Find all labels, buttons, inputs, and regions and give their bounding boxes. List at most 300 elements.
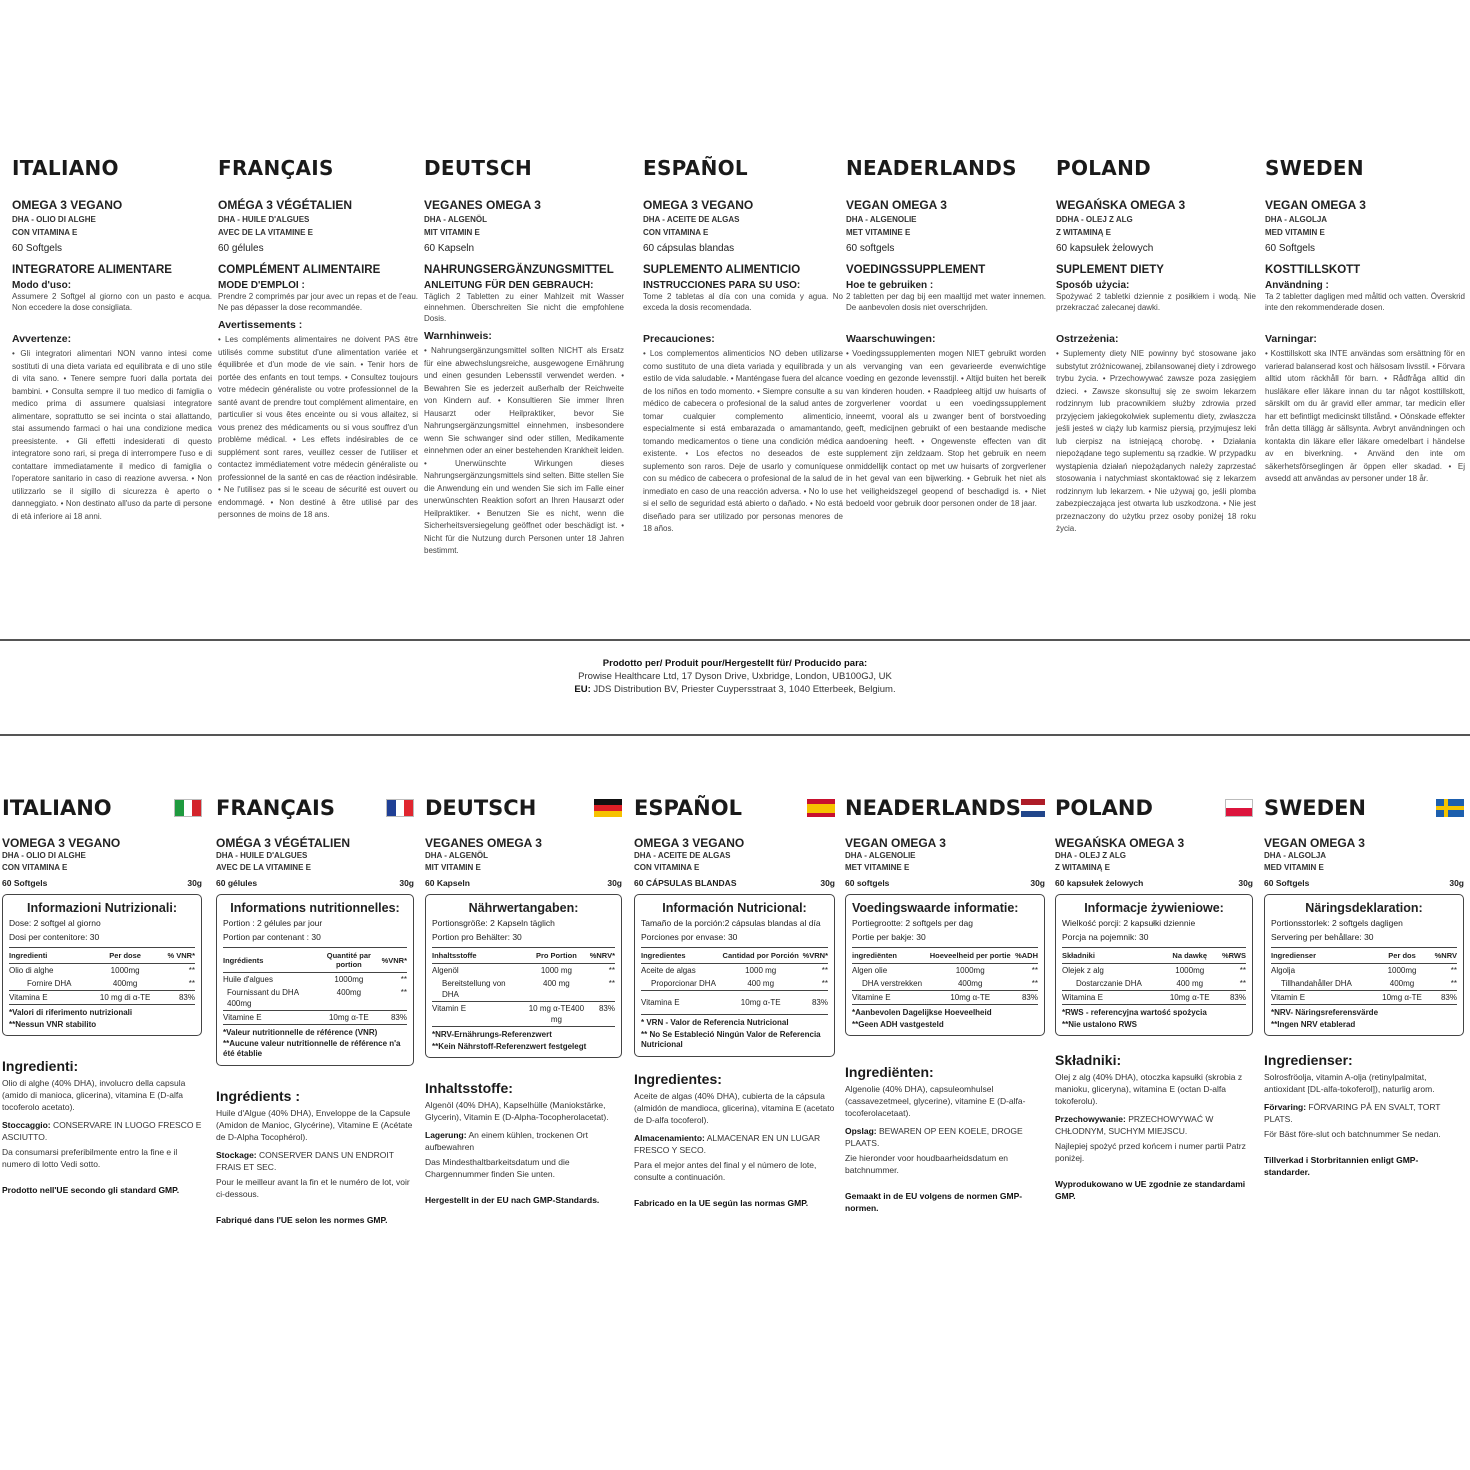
language-heading: ESPAÑOL	[634, 796, 742, 820]
top-column-italiano	[12, 150, 212, 523]
nutrition-panel	[2, 894, 202, 1036]
bottom-column-espanol	[634, 790, 835, 1209]
table-row	[1271, 977, 1457, 991]
bottom-column-deutsch	[425, 790, 622, 1206]
germany-flag-icon	[594, 799, 622, 817]
usage-text: Täglich 2 Tabletten zu einer Mahlzeit mit Wasser einnehmen. Überschreiten Sie nicht die empfohlene Dosis.	[424, 292, 624, 323]
table-cell: Olejek z alg	[1062, 966, 1104, 975]
table-row	[1062, 977, 1246, 991]
nutrition-title: Nährwertangaben:	[468, 901, 579, 915]
table-cell: 1000mg	[334, 975, 364, 984]
usage-heading: Hoe te gebruiken :	[846, 280, 934, 291]
italy-flag-icon	[174, 799, 202, 817]
product-category: NAHRUNGSERGÄNZUNGSMITTEL	[424, 264, 614, 276]
table-header: Ingredienser	[1271, 948, 1376, 964]
table-cell: **	[1031, 979, 1038, 988]
net-weight: 30g	[820, 878, 835, 888]
nutrition-panel	[1264, 894, 1464, 1036]
table-header: %NRV	[1428, 948, 1457, 964]
net-weight: 30g	[1238, 878, 1253, 888]
table-cell: Proporcionar DHA	[651, 979, 716, 988]
table-cell: Dostarczanie DHA	[1076, 979, 1142, 988]
usage-heading: Användning :	[1265, 280, 1329, 291]
ingredients-text: Solrosfröolja, vitamin A-olja (retinylpalmitat, antioxidant [DL-alfa-tokoferol]), naturlig arom.	[1264, 1072, 1435, 1094]
table-cell: **	[608, 966, 615, 975]
product-subtitle: DHA - ALGENOLIE	[846, 215, 917, 224]
table-row	[223, 1011, 407, 1025]
gmp-statement: Gemaakt in de EU volgens de normen GMP-normen.	[845, 1191, 1023, 1213]
storage-label: Stoccaggio:	[2, 1120, 51, 1130]
product-subtitle: DHA - OLIO DI ALGHE	[2, 851, 86, 860]
product-subtitle: AVEC DE LA VITAMINE E	[216, 862, 311, 872]
nutrition-footnote: **Ingen NRV etablerad	[1271, 1019, 1356, 1029]
ingredients-text: Huile d'Algue (40% DHA), Enveloppe de la Capsule (Amidon de Manioc, Glycérine), Vitamine E (Acétate de D-Alpha Tocophérol).	[216, 1107, 413, 1142]
table-row	[432, 977, 615, 1002]
storage-label: Almacenamiento:	[634, 1132, 705, 1143]
nutrition-footnote: **Nie ustalono RWS	[1062, 1019, 1137, 1029]
nutrition-footnote: *Valori di riferimento nutrizionali	[9, 1008, 133, 1017]
nutrition-panel	[425, 894, 622, 1058]
product-category: SUPLEMENT DIETY	[1056, 264, 1164, 276]
best-before-text: Pour le meilleur avant la fin et le numéro de lot, voir ci-dessous.	[216, 1176, 410, 1199]
product-name: VEGAN OMEGA 3	[1265, 198, 1366, 212]
product-subtitle: DDHA - OLEJ Z ALG	[1056, 215, 1133, 224]
bottom-column-italiano	[2, 790, 202, 1196]
table-cell: 1000mg	[110, 966, 140, 975]
nutrition-footnote: **Geen ADH vastgesteld	[852, 1019, 944, 1029]
servings-per-container: Portion pro Behälter: 30	[432, 932, 522, 942]
net-weight: 30g	[187, 878, 202, 888]
ingredients-text: Olej z alg (40% DHA), otoczka kapsułki (skrobia z manioku, gliceryna), witamina E (octan D-alfa tokoferolu).	[1055, 1072, 1243, 1106]
servings-per-container: Portion par contenant : 30	[223, 932, 321, 942]
table-cell: **	[821, 979, 828, 988]
table-cell: **	[188, 966, 195, 975]
table-cell: DHA verstrekken	[862, 979, 923, 988]
top-column-polski	[1056, 150, 1256, 536]
net-weight: 30g	[1030, 878, 1045, 888]
product-name: VEGANES OMEGA 3	[424, 198, 541, 212]
capsule-count: 60 kapsułek żelowych	[1056, 243, 1154, 254]
table-cell: **	[821, 966, 828, 975]
product-name: VEGAN OMEGA 3	[846, 198, 947, 212]
usage-text: 2 tabletten per dag bij een maaltijd met water innemen. De aanbevolen dosis niet overschrijden.	[846, 292, 1046, 312]
eu-label: EU:	[574, 684, 591, 695]
table-cell: 10 mg di α-TE	[92, 991, 159, 1005]
capsule-count: 60 softgels	[845, 878, 890, 888]
nutrition-title: Información Nutricional:	[662, 901, 807, 915]
warnings-text: • Suplementy diety NIE powinny być stosowane jako substytut zróżnicowanej, zbilansowanej diety i zdrowego trybu życia. • Przechowywać zawsze poza zasięgiem dzieci. • Zawsze skonsultuj się ze swoim lekarzem rodzinnym lub pracownikiem służby zdrowia przed przyjęciem jakiegokolwiek suplementu diety, zwłaszcza jeśli jesteś w ciąży lub karmisz piersią, przyjmujesz leki lub cierpisz na istniejącą chorobę. • Działania niepożądane tego suplementu są rzadkie. W przypadku wystąpienia działań niepożądanych należy zaprzestać stosowania i natychmiast skontaktować się z lekarzem rodzinnym lub lekarzem. • Nie używaj go, jeśli plomba zabezpieczająca jest otwarta lub uszkodzona. • Nie jest przeznaczony do użytku przez osoby poniżej 18 roku życia.	[1056, 349, 1256, 533]
table-header: Na dawkę	[1164, 948, 1215, 964]
nutrition-table	[641, 947, 828, 1015]
nutrition-table	[1271, 947, 1457, 1005]
table-cell: 1000 mg	[745, 966, 777, 975]
table-row	[1062, 991, 1246, 1005]
bottom-column-nederlands	[845, 790, 1045, 1214]
capsule-count: 60 kapsułek żelowych	[1055, 878, 1144, 888]
nutrition-table	[9, 947, 195, 1005]
table-cell: **	[1239, 979, 1246, 988]
table-header: Składniki	[1062, 948, 1164, 964]
best-before-text: Da consumarsi preferibilmente entro la fine e il numero di lotto Vedi sotto.	[2, 1147, 178, 1169]
bottom-column-polski	[1055, 790, 1253, 1202]
table-cell: **	[1239, 966, 1246, 975]
product-subtitle: MET VITAMINE E	[845, 862, 910, 872]
table-cell: Huile d'algues	[223, 975, 274, 984]
table-cell: Algenöl	[432, 966, 459, 975]
table-cell: **	[188, 979, 195, 988]
table-cell: 400mg	[957, 979, 983, 988]
product-subtitle: DHA - ALGENOLIE	[845, 851, 916, 860]
table-cell: Algen olie	[852, 966, 888, 975]
servings-per-container: Servering per behållare: 30	[1271, 932, 1374, 942]
table-cell: 10mg α-TE	[1164, 991, 1215, 1005]
best-before-text: Para el mejor antes del final y el número de lote, consulte a continuación.	[634, 1159, 817, 1182]
warnings-heading: Avertissements :	[218, 319, 303, 331]
table-header: Ingredientes	[641, 948, 720, 964]
nutrition-panel	[634, 894, 835, 1057]
product-name: OMEGA 3 VEGANO	[643, 198, 754, 212]
storage-label: Förvaring:	[1264, 1102, 1307, 1112]
warnings-text: • Nahrungsergänzungsmittel sollten NICHT als Ersatz für eine abwechslungsreiche, ausgewogene Ernährung und einen gesunden Lebensstil verwendet werden. • Bewahren Sie es jederzeit außerhalb der Reichweite von Kindern auf. • Konsultieren Sie immer Ihren Hausarzt oder Heilpraktiker, bevor Sie Nahrungsergänzungsmittel einnehmen, insbesondere wenn Sie schwanger sind oder stillen, Medikamente einnehmen oder an einer bestehenden Krankheit leiden. • Unerwünschte Wirkungen dieses Nahrungsergänzungsmittels sind selten. Bitte stellen Sie die Anwendung ein und wenden Sie sich im Falle einer unerwünschten Reaktion sofort an Ihren Hausarzt oder Heilpraktiker. • Benutzen Sie es nicht, wenn die Sicherheitsversiegelung geöffnet oder beschädigt ist. • Nicht für die Nutzung durch Personen unter 18 Jahren bestimmt.	[424, 346, 624, 555]
divider-line	[0, 639, 1470, 641]
gmp-statement: Hergestellt in der EU nach GMP-Standards.	[425, 1195, 600, 1205]
table-row	[852, 964, 1038, 978]
capsule-count: 60 Kapseln	[425, 878, 470, 888]
table-cell: 1000mg	[955, 966, 985, 975]
storage-text: ALMACENAR EN UN LUGAR FRESCO Y SECO.	[634, 1132, 821, 1155]
table-cell: 83%	[382, 1011, 407, 1025]
table-cell: Tillhandahåller DHA	[1281, 979, 1352, 988]
serving-size: Portiegrootte: 2 softgels per dag	[852, 918, 973, 928]
usage-heading: ANLEITUNG FÜR DEN GEBRAUCH:	[424, 280, 594, 291]
gmp-statement: Fabriqué dans l'UE selon les normes GMP.	[216, 1214, 388, 1225]
netherlands-flag-icon	[1021, 799, 1045, 817]
warnings-text: • Los complementos alimenticios NO deben utilizarse como sustituto de una dieta variada y equilibrada y un estilo de vida saludable. • Manténgase fuera del alcance de los niños en todo momento. • Siempre consulte a su médico de cabecera o profesional de la salud antes de tomar cualquier complemento alimenticio, especialmente si está embarazada o amamantando, tomando medicamentos o tiene una condición médica existente. • Los efectos no deseados de este suplemento son raros. Deje de usarlo y comuníquese con su médico de cabecera o profesional de la salud de inmediato en caso de una reacción adversa. • No lo use si el sello de seguridad está abierto o dañado. • No está diseñado para ser utilizado por personas menores de 18 años.	[643, 349, 843, 533]
gmp-statement: Fabricado en la UE según las normas GMP.	[634, 1197, 809, 1208]
nutrition-footnote: *Aanbevolen Dagelijkse Hoeveelheid	[852, 1008, 992, 1017]
table-header: Hoeveelheid per portie	[927, 948, 1014, 964]
table-cell: 1000mg	[1387, 966, 1417, 975]
language-heading: NEADERLANDS	[846, 156, 1017, 180]
bottom-label-section	[0, 790, 1470, 1250]
manufacturer-block	[0, 657, 1470, 696]
ingredients-text: Aceite de algas (40% DHA), cubierta de la cápsula (almidón de mandioca, glicerina), vitamina E (acetato de D-alfa tocoferol).	[634, 1090, 835, 1125]
language-heading: POLAND	[1055, 796, 1153, 820]
product-name: OMÉGA 3 VÉGÉTALIEN	[218, 198, 353, 212]
table-cell: 10mg α-TE	[720, 991, 801, 1015]
nutrition-title: Informations nutritionnelles:	[230, 901, 400, 915]
product-name: VEGAN OMEGA 3	[845, 836, 946, 850]
nutrition-footnote: *NRV-Ernährungs-Referenzwert	[432, 1030, 552, 1039]
product-name: OMEGA 3 VEGANO	[12, 198, 123, 212]
storage-text: CONSERVARE IN LUOGO FRESCO E ASCIUTTO.	[2, 1120, 202, 1142]
nutrition-footnote: **Aucune valeur nutritionnelle de référence n'a été établie	[223, 1038, 401, 1058]
ingredients-heading: Ingrediënten:	[845, 1064, 934, 1080]
ingredients-text: Algenolie (40% DHA), capsuleomhulsel (cassavezetmeel, glycerine), vitamine E (D-alfa-tocoferolacetaat).	[845, 1084, 1026, 1118]
ingredients-heading: Ingredientes:	[634, 1070, 722, 1087]
warnings-heading: Waarschuwingen:	[846, 333, 936, 345]
table-header: %ADH	[1013, 948, 1038, 964]
table-cell: 83%	[1013, 991, 1038, 1005]
best-before-text: För Bäst före-slut och batchnummer Se nedan.	[1264, 1129, 1441, 1139]
ingredients-heading: Ingredienti:	[2, 1058, 79, 1074]
bottom-column-svenska	[1264, 790, 1464, 1178]
usage-heading: INSTRUCCIONES PARA SU USO:	[643, 280, 801, 291]
bottom-column-francais	[216, 790, 414, 1226]
ingredients-heading: Inhaltsstoffe:	[425, 1080, 513, 1096]
net-weight: 30g	[1449, 878, 1464, 888]
product-subtitle: MED VITAMIN E	[1265, 228, 1325, 237]
usage-text: Ta 2 tabletter dagligen med måltid och vatten. Överskrid inte den rekommenderade dosen.	[1265, 292, 1465, 312]
nutrition-table	[432, 947, 615, 1027]
spain-flag-icon	[807, 799, 835, 817]
language-heading: FRANÇAIS	[216, 796, 335, 820]
serving-size: Wielkość porcji: 2 kapsułki dziennie	[1062, 918, 1196, 928]
manufacturer-address: Prowise Healthcare Ltd, 17 Dyson Drive, Uxbridge, London, UB100GJ, UK	[578, 671, 892, 682]
table-row	[1062, 964, 1246, 978]
gmp-statement: Wyprodukowano w UE zgodnie ze standardami GMP.	[1055, 1179, 1246, 1201]
table-cell: 1000mg	[1175, 966, 1205, 975]
table-cell: Bereitstellung von DHA	[442, 979, 506, 999]
table-cell: Witamina E	[1062, 991, 1164, 1005]
ingredients-text: Olio di alghe (40% DHA), involucro della capsula (amido di manioca, glicerina), vitamina E (D-alfa tocoferolo acetato).	[2, 1078, 186, 1112]
nutrition-title: Informazioni Nutrizionali:	[27, 901, 177, 915]
table-cell: 10 mg α-TE400 mg	[523, 1002, 590, 1027]
top-column-nederlands	[846, 150, 1046, 511]
table-cell: 83%	[1215, 991, 1246, 1005]
table-row	[432, 964, 615, 978]
capsule-count: 60 softgels	[846, 243, 895, 254]
capsule-count: 60 gélules	[216, 878, 258, 888]
serving-size: Dose: 2 softgel al giorno	[9, 918, 101, 928]
france-flag-icon	[386, 799, 414, 817]
language-heading: SWEDEN	[1264, 796, 1366, 820]
storage-label: Lagerung:	[425, 1130, 467, 1140]
product-subtitle: MIT VITAMIN E	[425, 862, 481, 872]
table-cell: Aceite de algas	[641, 966, 696, 975]
product-subtitle: CON VITAMINA E	[643, 228, 709, 237]
gmp-statement: Prodotto nell'UE secondo gli standard GMP.	[2, 1185, 180, 1195]
table-cell: **	[400, 988, 407, 997]
product-category: KOSTTILLSKOTT	[1265, 264, 1361, 276]
table-row	[641, 977, 828, 991]
storage-text: CONSERVER DANS UN ENDROIT FRAIS ET SEC.	[216, 1149, 394, 1172]
product-name: VEGANES OMEGA 3	[425, 836, 542, 850]
table-header: Cantidad por Porción	[720, 948, 801, 964]
table-cell: 400 mg	[543, 979, 570, 988]
nutrition-table	[852, 947, 1038, 1005]
gmp-statement: Tillverkad i Storbritannien enligt GMP-standarder.	[1264, 1155, 1419, 1177]
best-before-text: Najlepiej spożyć przed końcem i numer partii Patrz poniżej.	[1055, 1141, 1246, 1163]
capsule-count: 60 Softgels	[1265, 243, 1316, 254]
nutrition-footnote: **Kein Nährstoff-Referenzwert festgelegt	[432, 1041, 587, 1051]
usage-text: Spożywać 2 tabletki dziennie z posiłkiem i wodą. Nie przekraczać zalecanej dawki.	[1056, 292, 1256, 312]
table-header: %NRV*	[590, 948, 615, 964]
product-name: OMEGA 3 VEGANO	[634, 836, 745, 850]
product-subtitle: MED VITAMIN E	[1264, 862, 1324, 872]
table-header: Inhaltsstoffe	[432, 948, 523, 964]
product-name: WEGAŃSKA OMEGA 3	[1055, 836, 1185, 850]
capsule-count: 60 Kapseln	[424, 243, 475, 254]
capsule-count: 60 Softgels	[2, 878, 48, 888]
nutrition-table	[223, 947, 407, 1025]
table-header: Pro Portion	[523, 948, 590, 964]
ingredients-heading: Ingrédients :	[216, 1087, 301, 1104]
product-subtitle: DHA - ACEITE DE ALGAS	[634, 851, 731, 860]
warnings-heading: Varningar:	[1265, 333, 1317, 345]
table-cell: 400 mg	[1176, 979, 1204, 988]
ingredients-heading: Ingredienser:	[1264, 1052, 1353, 1068]
table-header: Per dose	[92, 948, 159, 964]
net-weight: 30g	[607, 878, 622, 888]
warnings-text: • Les compléments alimentaires ne doivent PAS être utilisés comme substitut d'une alimentation variée et équilibrée et d'un mode de vie sain. • Tenir hors de portée des enfants en tout temps. • Consultez toujours votre médecin généraliste ou votre professionnel de la santé avant de prendre tout complément alimentaire, en particulier si vous êtes enceinte ou si vous allaitez, si vous prenez des médicaments ou si vous souffrez d'un problème médical. • Les effets indésirables de ce supplément sont rares, veuillez cesser de l'utiliser et contactez immédiatement votre médecin généraliste ou professionnel de la santé en cas de réaction indésirable. • Ne l'utilisez pas si le sceau de sécurité est ouvert ou endommagé. • Non destiné à être utilisé par des personnes de moins de 18 ans.	[218, 335, 418, 519]
product-subtitle: DHA - ACEITE DE ALGAS	[643, 215, 740, 224]
table-header: % VNR*	[159, 948, 195, 964]
table-cell: 400 mg	[747, 979, 775, 988]
product-subtitle: DHA - HUILE D'ALGUES	[218, 215, 310, 224]
product-subtitle: AVEC DE LA VITAMINE E	[218, 228, 313, 237]
product-subtitle: CON VITAMINA E	[634, 862, 700, 872]
product-subtitle: DHA - OLIO DI ALGHE	[12, 215, 96, 224]
language-heading: DEUTSCH	[425, 796, 537, 820]
table-cell: Vitamine E	[852, 991, 927, 1005]
servings-per-container: Dosi per contenitore: 30	[9, 932, 100, 942]
warnings-heading: Avvertenze:	[12, 333, 72, 345]
warnings-text: • Voedingssupplementen mogen NIET gebruikt worden als vervanging van een gevarieerde evenwichtige voeding en gezonde levensstijl. • Altijd buiten het bereik van kinderen houden. • Raadpleeg altijd uw huisarts of zorgverlener voordat u een voedingssupplement inneemt, vooral als u zwanger bent of borstvoeding geeft, medicijnen gebruikt of een bestaande medische aandoening heeft. • Ongewenste effecten van dit supplement zijn zeldzaam. Stop het gebruik en neem onmiddellijk contact op met uw huisarts of zorgverlener in het geval van een bijwerking. • Gebruik het niet als het veiligheidszegel geopend of beschadigd is. • Niet bedoeld voor gebruik door personen onder de 18 jaar.	[846, 349, 1046, 508]
product-subtitle: DHA - ALGENÖL	[425, 851, 488, 860]
language-heading: ESPAÑOL	[643, 156, 748, 180]
table-cell: Olio di alghe	[9, 966, 54, 975]
product-subtitle: DHA - ALGOLJA	[1264, 851, 1327, 860]
warnings-text: • Kosttillskott ska INTE användas som ersättning för en varierad balanserad kost och hälsosam livsstil. • Förvara alltid utom räckhåll för barn. • Rådfråga alltid din husläkare eller läkare innan du tar något kosttillskott, särskilt om du är gravid eller ammar, tar medicin eller har ett befintligt medicinskt tillstånd. • Oönskade effekter från detta tillägg är sällsynta. Avbryt användningen och kontakta din läkare eller läkare omedelbart i händelse av en biverkning. • Använd den inte om säkerhetsförseglingen är öppen eller skadad. • Ej avsedd att användas av personer under 18 år.	[1265, 349, 1465, 483]
warnings-heading: Ostrzeżenia:	[1056, 333, 1119, 345]
table-header: %VNR*	[382, 948, 407, 973]
table-cell: Vitamina E	[9, 991, 92, 1005]
nutrition-title: Informacje żywieniowe:	[1084, 901, 1224, 915]
servings-per-container: Porciones por envase: 30	[641, 932, 738, 942]
storage-label: Stockage:	[216, 1149, 257, 1160]
table-cell: 400mg	[1389, 979, 1415, 988]
language-heading: ITALIANO	[2, 796, 112, 820]
product-subtitle: Z WITAMINĄ E	[1056, 228, 1111, 237]
storage-label: Opslag:	[845, 1126, 877, 1136]
table-cell: 83%	[590, 1002, 615, 1027]
serving-size: Portion : 2 gélules par jour	[223, 918, 323, 928]
table-cell: Vitamin E	[1271, 991, 1376, 1005]
nutrition-footnote: * VRN - Valor de Referencia Nutricional	[641, 1018, 789, 1027]
product-subtitle: DHA - ALGENÖL	[424, 215, 487, 224]
usage-text: Assumere 2 Softgel al giorno con un pasto e acqua. Non eccedere la dose consigliata.	[12, 292, 212, 312]
table-row	[9, 977, 195, 991]
language-heading: DEUTSCH	[424, 156, 533, 180]
best-before-text: Zie hieronder voor houdbaarheidsdatum en batchnummer.	[845, 1153, 1009, 1175]
storage-text: FÖRVARING PÅ EN SVALT, TORT PLATS.	[1264, 1102, 1441, 1124]
warnings-heading: Warnhinweis:	[424, 330, 492, 342]
warnings-heading: Precauciones:	[643, 333, 715, 345]
top-column-svenska	[1265, 150, 1465, 486]
language-heading: POLAND	[1056, 156, 1152, 180]
warnings-text: • Gli integratori alimentari NON vanno intesi come sostituti di una dieta variata ed equilibrata e di uno stile di vita sano. • Tenere sempre fuori dalla portata dei bambini. • Consulta sempre il tuo medico di famiglia o medico prima di assumere qualsiasi integratore alimentare, soprattutto se sei incinta o stai allattando, stai assumendo farmaci o hai una condizione medica preesistente. • Gli effetti indesiderati di questo integratore sono rari, si prega di interrompere l'uso e di contattare immediatamente il medico di famiglia o l'operatore sanitario in caso di reazione avversa. • Non utilizzarlo se il sigillo di sicurezza è aperto o danneggiato. • Non destinato all'uso da parte di persone di età inferiore ai 18 anni.	[12, 349, 212, 521]
product-subtitle: DHA - OLEJ Z ALG	[1055, 851, 1126, 860]
product-name: VOMEGA 3 VEGANO	[2, 836, 121, 850]
table-header: Per dos	[1376, 948, 1428, 964]
product-name: OMÉGA 3 VÉGÉTALIEN	[216, 836, 351, 850]
table-cell: Fornire DHA	[27, 979, 72, 988]
nutrition-table	[1062, 947, 1246, 1005]
sweden-flag-icon	[1436, 799, 1464, 817]
usage-text: Prendre 2 comprimés par jour avec un repas et de l'eau. Ne pas dépasser la dose recommandée.	[218, 292, 418, 312]
table-cell: 400mg	[112, 979, 138, 988]
serving-size: Tamaño de la porción:2 cápsulas blandas al día	[641, 918, 821, 928]
table-cell: 10mg α-TE	[316, 1011, 381, 1025]
table-cell: 1000 mg	[540, 966, 572, 975]
product-category: VOEDINGSSUPPLEMENT	[846, 264, 986, 276]
table-header: Ingrédients	[223, 948, 316, 973]
table-row	[9, 964, 195, 978]
table-row	[852, 991, 1038, 1005]
product-name: VEGAN OMEGA 3	[1264, 836, 1365, 850]
product-subtitle: DHA - HUILE D'ALGUES	[216, 851, 308, 860]
table-cell: **	[1450, 979, 1457, 988]
servings-per-container: Portie per bakje: 30	[852, 932, 926, 942]
language-heading: NEADERLANDS	[845, 796, 1021, 820]
storage-text: An einem kühlen, trockenen Ort aufbewahren	[425, 1130, 588, 1152]
table-header: %RWS	[1215, 948, 1246, 964]
product-subtitle: MIT VITAMIN E	[424, 228, 480, 237]
product-category: INTEGRATORE ALIMENTARE	[12, 264, 172, 276]
capsule-count: 60 gélules	[218, 243, 264, 254]
table-header: Ingredienti	[9, 948, 92, 964]
table-cell: Vitamin E	[432, 1002, 523, 1027]
table-cell: 83%	[801, 991, 828, 1015]
nutrition-footnote: ** No Se Estableció Ningún Valor de Referencia Nutricional	[641, 1029, 821, 1049]
top-column-espanol	[643, 150, 843, 536]
table-cell: 83%	[159, 991, 195, 1005]
table-header: Quantité par portion	[316, 948, 381, 973]
table-row	[223, 973, 407, 987]
table-row	[9, 991, 195, 1005]
ingredients-text: Algenöl (40% DHA), Kapselhülle (Maniokstärke, Glycerin), Vitamin E (D-Alpha-Tocopherolacetat).	[425, 1100, 609, 1122]
top-column-francais	[218, 150, 418, 522]
table-row	[1271, 991, 1457, 1005]
table-cell: Algolja	[1271, 966, 1296, 975]
table-cell: Vitamine E	[223, 1011, 316, 1025]
poland-flag-icon	[1225, 799, 1253, 817]
nutrition-panel	[216, 894, 414, 1066]
table-row	[852, 977, 1038, 991]
language-heading: SWEDEN	[1265, 156, 1364, 180]
usage-text: Tome 2 tabletas al día con una comida y agua. No exceda la dosis recomendada.	[643, 292, 843, 312]
product-category: SUPLEMENTO ALIMENTICIO	[643, 264, 801, 276]
capsule-count: 60 cápsulas blandas	[643, 243, 735, 254]
language-heading: FRANÇAIS	[218, 156, 334, 180]
storage-text: PRZECHOWYWAĆ W CHŁODNYM, SUCHYM MIEJSCU.	[1055, 1114, 1214, 1136]
product-subtitle: CON VITAMINA E	[2, 862, 68, 872]
nutrition-title: Näringsdeklaration:	[1305, 901, 1423, 915]
table-row	[1271, 964, 1457, 978]
table-cell: Fournissant du DHA 400mg	[227, 988, 299, 1008]
best-before-text: Das Mindesthaltbarkeitsdatum und die Chargennummer finden Sie unten.	[425, 1157, 570, 1179]
table-row	[432, 1002, 615, 1027]
table-header: ingrediënten	[852, 948, 927, 964]
table-cell: 83%	[1428, 991, 1457, 1005]
usage-heading: Modo d'uso:	[12, 280, 72, 291]
usage-heading: MODE D'EMPLOI :	[218, 280, 305, 291]
table-cell: **	[608, 979, 615, 988]
table-cell: 400mg	[336, 988, 362, 997]
serving-size: Portionsstorlek: 2 softgels dagligen	[1271, 918, 1403, 928]
storage-text: BEWAREN OP EEN KOELE, DROGE PLAATS.	[845, 1126, 1023, 1148]
